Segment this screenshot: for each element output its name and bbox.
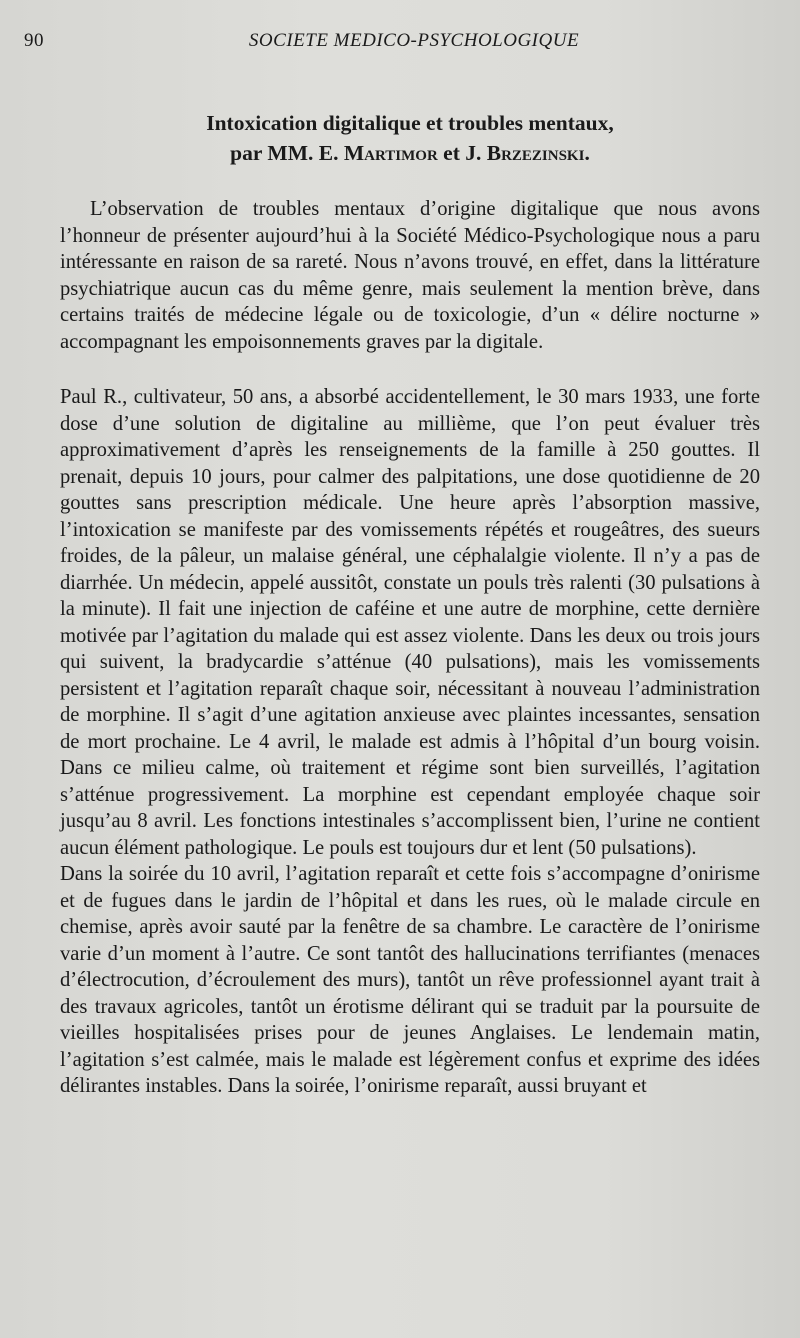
- article-title: Intoxication digitalique et troubles mentaux,: [206, 111, 614, 135]
- page-header: [24, 30, 760, 56]
- byline-prefix: par MM. E.: [230, 141, 339, 165]
- paragraph: Paul R., cultivateur, 50 ans, a absorbé accidentellement, le 30 mars 1933, une forte dose d’une solution de digitaline au millième, que l’on peut évaluer très approximativement d’après les renseignements de la famille à 250 gouttes. Il prenait, depuis 10 jours, pour calmer des palpitations, une dose quotidienne de 20 gouttes sans prescription médicale. Une heure après l’absorption massive, l’intoxication se manifeste par des vomissements répétés et rougeâtres, des sueurs froides, de la pâleur, un malaise général, une céphalalgie violente. Il n’y a pas de diarrhée. Un médecin, appelé aussitôt, constate un pouls très ralenti (30 pulsations à la minute). Il fait une injection de caféine et une autre de morphine, cette dernière motivée par l’agitation du malade qui est assez violente. Dans les deux ou trois jours qui suivent, la bradycardie s’atténue (40 pulsations), mais les vomissements persistent et l’agitation reparaît chaque soir, nécessitant à nouveau l’administration de morphine. Il s’agit d’une agitation anxieuse avec plaintes incessantes, sensation de mort prochaine. Le 4 avril, le malade est admis à l’hôpital d’un bourg voisin. Dans ce milieu calme, où traitement et régime sont bien surveillés, l’agitation s’atténue progressivement. La morphine est cependant employée chaque soir jusqu’au 8 avril. Les fonctions intestinales s’accomplissent bien, l’urine ne contient aucun élément pathologique. Le pouls est toujours dur et lent (50 pulsations).: [60, 386, 760, 859]
- page-number: 90: [24, 30, 44, 51]
- running-head: SOCIETE MEDICO-PSYCHOLOGIQUE: [248, 30, 580, 51]
- article-body: [60, 196, 760, 1100]
- paragraph: Dans la soirée du 10 avril, l’agitation reparaît et cette fois s’accompagne d’onirisme et de fugues dans le jardin de l’hôpital et dans les rues, où le malade circule en chemise, après avoir sauté par la fenêtre de sa chambre. Le caractère de l’onirisme varie d’un moment à l’autre. Ce sont tantôt des hallucinations terrifiantes (menaces d’électrocution, d’écroulement des murs), tantôt un rêve professionnel ayant trait à des travaux agricoles, tantôt un érotisme délirant qui se traduit par la poursuite de vieilles hospitalisées prises pour de jeunes Anglaises. Le lendemain matin, l’agitation s’est calmée, mais le malade est légèrement confus et exprime des idées délirantes instables. Dans la soirée, l’onirisme reparaît, aussi bruyant et: [60, 863, 760, 1097]
- article-heading: [60, 108, 760, 168]
- byline-join: et J.: [443, 141, 482, 165]
- article-byline: [60, 138, 760, 168]
- author-name: Martimor: [343, 141, 438, 165]
- author-name: Brzezinski.: [486, 141, 590, 165]
- paragraph: L’observation de troubles mentaux d’origine digitalique que nous avons l’honneur de présenter aujourd’hui à la Société Médico-Psychologique nous a paru intéressante en raison de sa rareté. Nous n’avons trouvé, en effet, dans la littérature psychiatrique aucun cas du même genre, mais seulement la mention brève, dans certains traités de médecine légale ou de toxicologie, d’un « délire nocturne » accompagnant les empoisonnements graves par la digitale.: [60, 198, 760, 353]
